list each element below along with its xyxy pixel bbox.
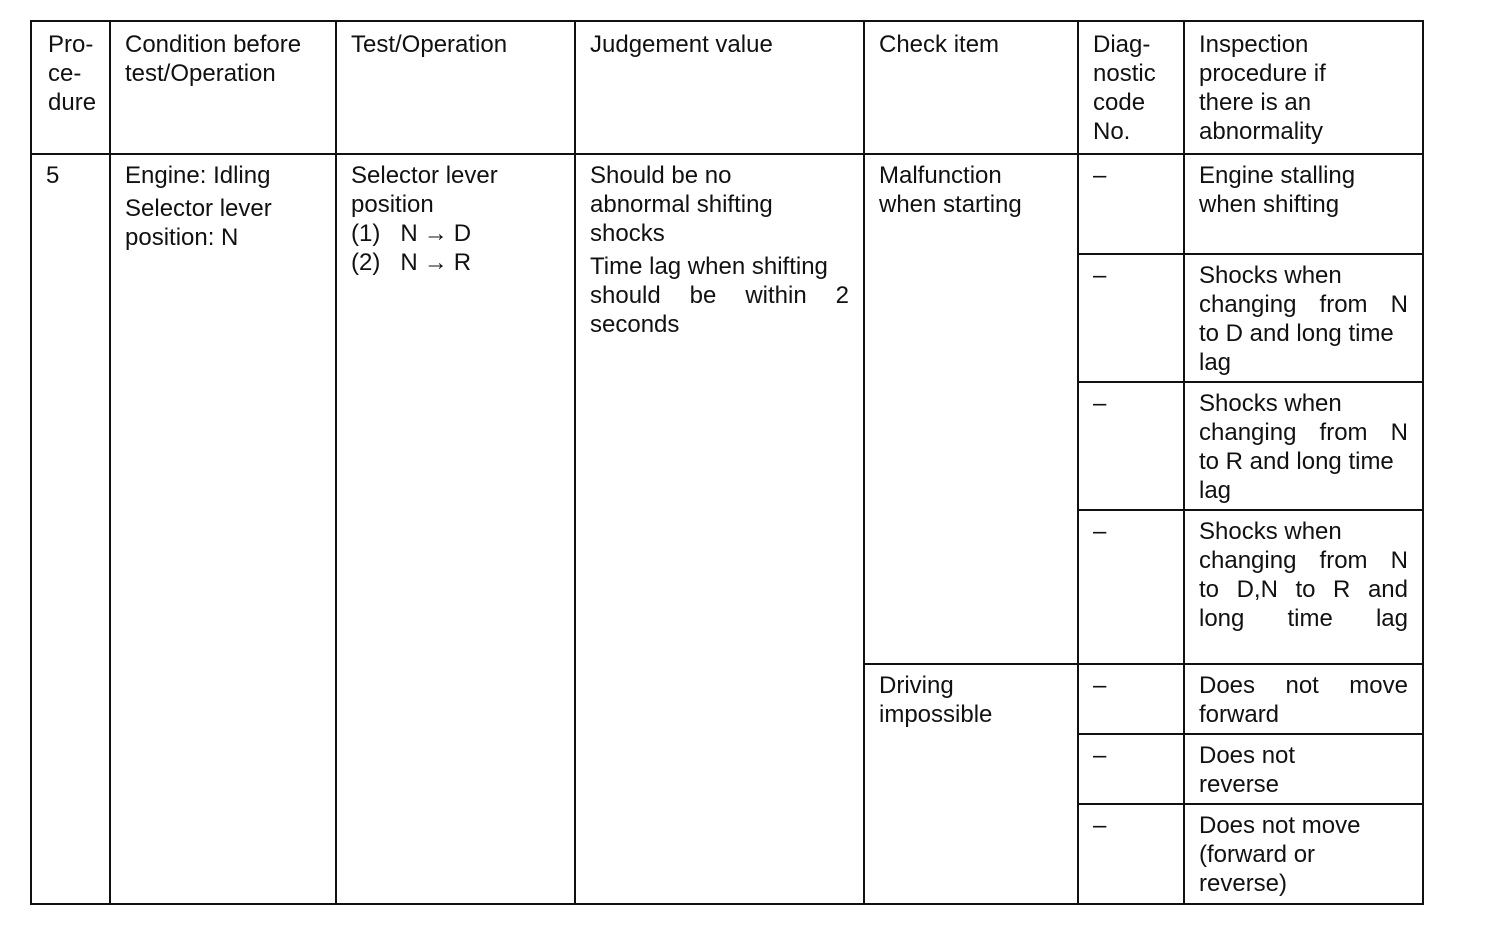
header-line: test/Operation (125, 60, 276, 87)
inspection-procedure (1184, 804, 1423, 904)
inspection-line: to R and long time (1199, 448, 1394, 475)
inspection-line: forward (1199, 701, 1280, 728)
header-line: Condition before (125, 31, 302, 58)
header-line: Diag- (1093, 31, 1151, 58)
inspection-procedure (1184, 254, 1423, 382)
inspection-line: (forward or (1199, 841, 1316, 868)
inspection-line: Shocks when (1199, 518, 1342, 545)
header-condition (110, 21, 336, 154)
check-line: when starting (879, 191, 1022, 218)
diagnostic-code (1078, 254, 1184, 382)
step-from: N (400, 249, 418, 276)
step-to: R (453, 249, 472, 276)
header-line: Judgement value (590, 31, 773, 58)
right-arrow-icon: → (423, 249, 448, 276)
table-row (31, 154, 1423, 254)
step-to: D (453, 220, 472, 247)
header-line: Check item (879, 31, 1000, 58)
header-check-item (864, 21, 1078, 154)
judgement-cell (575, 154, 864, 904)
header-line: Pro- (48, 31, 94, 58)
judgement-line: abnormal shifting (590, 191, 773, 218)
judgement-line: shocks (590, 220, 665, 247)
header-line: Test/Operation (351, 31, 508, 58)
diagnostic-code (1078, 664, 1184, 734)
procedure-value: 5 (46, 162, 60, 189)
step-number: (1) (351, 220, 381, 247)
condition-line: Engine: Idling (125, 162, 271, 189)
header-procedure (31, 21, 110, 154)
inspection-procedure (1184, 154, 1423, 254)
judgement-line: should be within 2 (590, 282, 849, 309)
step-number: (2) (351, 249, 381, 276)
inspection-line: lag (1199, 349, 1232, 376)
judgement-line: Should be no (590, 162, 732, 189)
code-value: – (1093, 518, 1107, 545)
inspection-line: Engine stalling (1199, 162, 1356, 189)
header-line: ce- (48, 60, 82, 87)
header-inspection-procedure (1184, 21, 1423, 154)
diagnostic-code (1078, 510, 1184, 664)
header-line: No. (1093, 118, 1131, 145)
test-line: Selector lever (351, 162, 498, 189)
judgement-line: seconds (590, 311, 680, 338)
procedure-number (31, 154, 110, 904)
diagnostic-code (1078, 382, 1184, 510)
inspection-line: lag (1199, 477, 1232, 504)
step-from: N (400, 220, 418, 247)
inspection-procedure (1184, 510, 1423, 664)
inspection-line: to D,N to R and (1199, 576, 1408, 603)
inspection-line: reverse (1199, 771, 1280, 798)
inspection-procedure (1184, 664, 1423, 734)
inspection-line: Does not move (1199, 672, 1408, 699)
header-test-operation (336, 21, 575, 154)
header-line: dure (48, 89, 97, 116)
check-line: Malfunction (879, 162, 1002, 189)
code-value: – (1093, 812, 1107, 839)
header-line: nostic (1093, 60, 1156, 87)
inspection-line: changing from N (1199, 291, 1408, 318)
inspection-line: Does not move (1199, 812, 1361, 839)
test-step (351, 248, 560, 277)
code-value: – (1093, 162, 1107, 189)
code-value: – (1093, 262, 1107, 289)
inspection-line: reverse) (1199, 870, 1288, 897)
check-item-driving-impossible (864, 664, 1078, 904)
inspection-line: Shocks when (1199, 262, 1342, 289)
inspection-line: changing from N (1199, 547, 1408, 574)
code-value: – (1093, 672, 1107, 699)
inspection-line: when shifting (1199, 191, 1340, 218)
header-diagnostic-code (1078, 21, 1184, 154)
inspection-line: to D and long time (1199, 320, 1394, 347)
judgement-line: Time lag when shifting (590, 253, 828, 280)
inspection-procedure (1184, 382, 1423, 510)
diagnostic-code (1078, 804, 1184, 904)
test-step (351, 219, 560, 248)
check-item-malfunction (864, 154, 1078, 664)
header-judgement-value (575, 21, 864, 154)
diagnostic-code (1078, 154, 1184, 254)
check-line: Driving (879, 672, 954, 699)
header-row (31, 21, 1423, 154)
header-line: abnormality (1199, 118, 1324, 145)
inspection-line: Does not (1199, 742, 1296, 769)
inspection-line: long time lag (1199, 605, 1408, 632)
condition-line: position: N (125, 224, 239, 251)
inspection-line: Shocks when (1199, 390, 1342, 417)
diagnostic-code (1078, 734, 1184, 804)
header-line: Inspection (1199, 31, 1309, 58)
header-line: code (1093, 89, 1146, 116)
check-line: impossible (879, 701, 993, 728)
condition-line: Selector lever (125, 195, 272, 222)
right-arrow-icon: → (423, 220, 448, 247)
code-value: – (1093, 390, 1107, 417)
test-operation-cell (336, 154, 575, 904)
inspection-procedure (1184, 734, 1423, 804)
test-line: position (351, 191, 434, 218)
condition-cell (110, 154, 336, 904)
code-value: – (1093, 742, 1107, 769)
inspection-line: changing from N (1199, 419, 1408, 446)
diagnosis-table (30, 20, 1424, 905)
header-line: procedure if (1199, 60, 1326, 87)
header-line: there is an (1199, 89, 1312, 116)
